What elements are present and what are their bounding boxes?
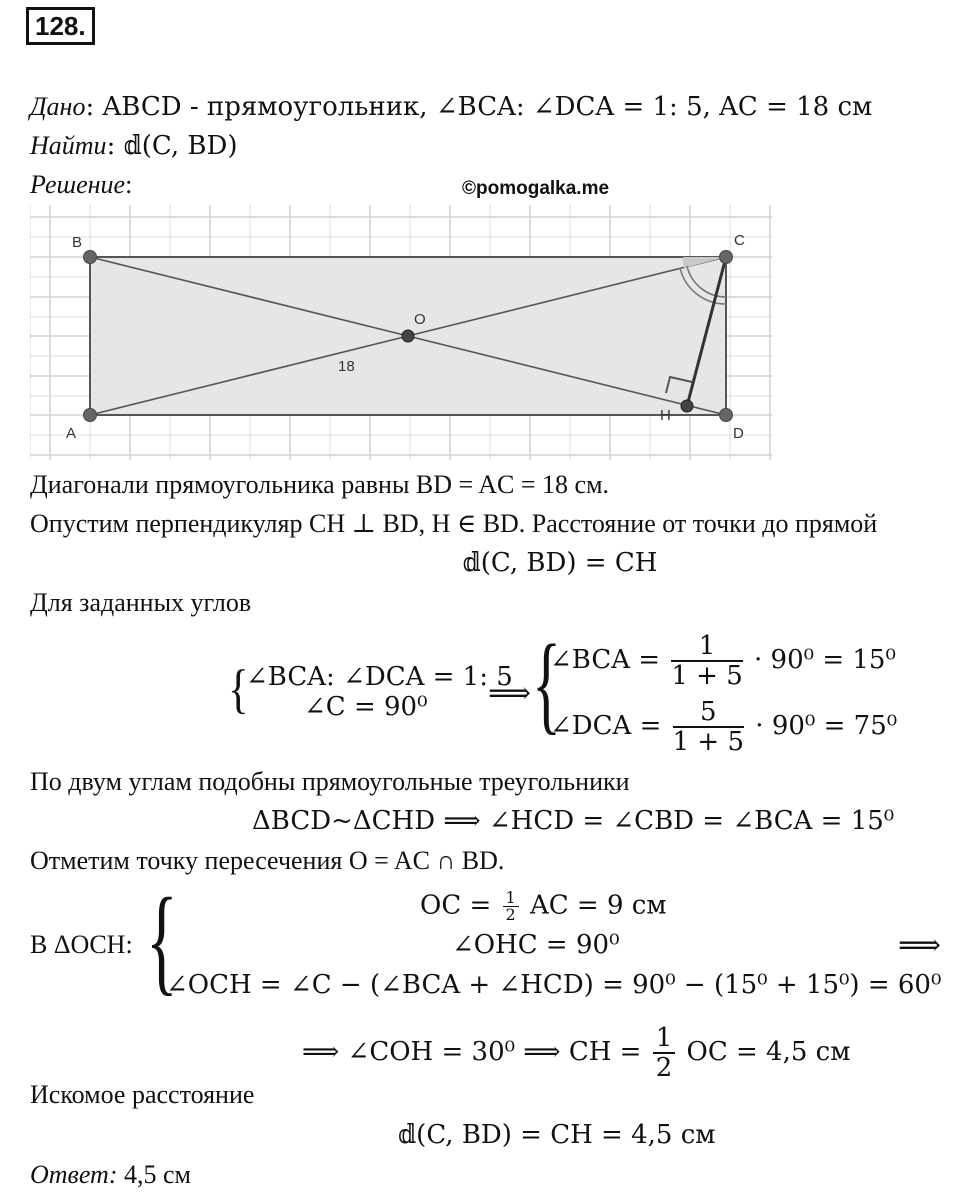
- similar-line: По двум углам подобны прямоугольные треугольники: [30, 767, 630, 796]
- point-c: [720, 251, 733, 264]
- dca-fraction: [673, 698, 744, 756]
- point-a: [84, 409, 97, 422]
- dca-denominator: 1 + 5: [672, 727, 745, 757]
- in-och-label: В ΔOCH:: [30, 930, 133, 959]
- label-diagonal-length: 18: [338, 358, 355, 375]
- label-b: B: [72, 234, 83, 251]
- bca-fraction: [671, 632, 742, 690]
- bca-lhs: ∠BCA =: [550, 645, 661, 675]
- coh-rhs: OC = 4,5 см: [686, 1037, 851, 1067]
- solution-label: Решение: [30, 170, 126, 199]
- oc-lhs: OC =: [420, 890, 492, 921]
- geometry-figure: [30, 205, 772, 460]
- bca-rhs: · 90⁰ = 15⁰: [754, 645, 896, 675]
- answer-line: [30, 1160, 191, 1190]
- watermark-text: ©pomogalka.me: [462, 178, 610, 199]
- oc-equation: [420, 890, 667, 923]
- given-text: : ABCD - прямоугольник, ∠BCA: ∠DCA = 1: 5, AC = 18 см: [85, 92, 873, 122]
- dca-numerator: 5: [673, 698, 744, 728]
- left-brace-system2: {: [532, 622, 562, 744]
- label-a: A: [66, 425, 77, 442]
- final-equation: 𝕕(C, BD) = CH = 4,5 см: [398, 1120, 716, 1150]
- system1-line2: ∠C = 90⁰: [304, 692, 428, 722]
- point-b: [84, 251, 97, 264]
- coh-equation: [302, 1024, 850, 1082]
- find-text: : 𝕕(C, BD): [106, 131, 238, 161]
- for-angles-line: Для заданных углов: [30, 588, 252, 617]
- implies-arrow-2: ⟹: [898, 929, 942, 962]
- bca-equation: [550, 632, 896, 690]
- dca-lhs: ∠DCA =: [550, 711, 662, 741]
- similar-equation: ΔBCD~ΔCHD ⟹ ∠HCD = ∠CBD = ∠BCA = 15⁰: [252, 806, 895, 836]
- find-label: Найти: [30, 131, 107, 160]
- find-line: [30, 131, 238, 161]
- answer-label: Ответ:: [30, 1160, 118, 1189]
- solution-line: [30, 170, 132, 200]
- sought-line: Искомое расстояние: [30, 1080, 255, 1109]
- label-d: D: [733, 425, 744, 442]
- coh-numerator: 1: [653, 1024, 676, 1054]
- label-c: C: [734, 232, 745, 249]
- coh-lhs: ⟹ ∠COH = 30⁰ ⟹ CH =: [302, 1037, 642, 1067]
- distance-definition-text: 𝕕(C, BD) = CH: [462, 548, 658, 578]
- ohc-equation: ∠OHC = 90⁰: [452, 930, 620, 960]
- system1-line1: ∠BCA: ∠DCA = 1: 5: [246, 662, 513, 692]
- point-o: [402, 330, 414, 342]
- coh-fraction: [653, 1024, 676, 1082]
- point-d: [720, 409, 733, 422]
- implies-arrow-1: ⟹: [488, 677, 532, 710]
- diagonals-line: Диагонали прямоугольника равны BD = AC = 18 см.: [30, 470, 610, 499]
- intersection-line: Отметим точку пересечения O = AC ∩ BD.: [30, 846, 505, 875]
- problem-number: 128.: [26, 7, 95, 45]
- perpendicular-line: Опустим перпендикуляр CH ⊥ BD, H ∈ BD. Расстояние от точки до прямой: [30, 509, 878, 538]
- oc-denominator: 2: [505, 905, 516, 924]
- distance-definition: [0, 548, 960, 578]
- oc-numerator: 1: [503, 890, 519, 907]
- bca-numerator: 1: [671, 632, 742, 662]
- oc-rhs: AC = 9 см: [529, 890, 667, 921]
- given-label: Дано: [30, 92, 86, 121]
- point-h: [681, 400, 693, 412]
- solution-suffix: :: [125, 170, 133, 199]
- left-brace-system3: {: [146, 873, 178, 1006]
- bca-denominator: 1 + 5: [671, 661, 743, 691]
- oc-fraction: [503, 890, 519, 923]
- answer-value: 4,5 см: [117, 1160, 191, 1189]
- label-o: O: [414, 311, 426, 328]
- och-equation: ∠OCH = ∠C − (∠BCA + ∠HCD) = 90⁰ − (15⁰ + 15⁰) = 60⁰: [166, 970, 942, 1000]
- label-h: H: [660, 407, 671, 424]
- coh-denominator: 2: [655, 1053, 673, 1083]
- dca-rhs: · 90⁰ = 75⁰: [755, 711, 898, 741]
- given-line: [30, 92, 872, 122]
- dca-equation: [550, 698, 897, 756]
- left-brace-system1: {: [228, 659, 249, 719]
